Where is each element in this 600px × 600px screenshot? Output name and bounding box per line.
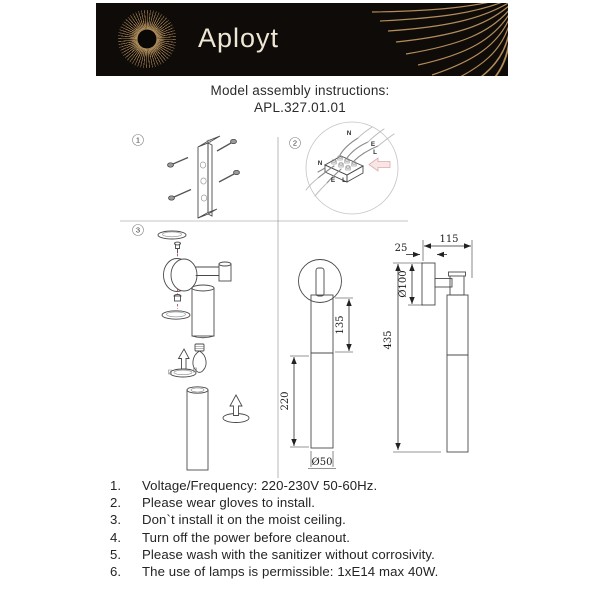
detail-bubble — [306, 122, 398, 214]
shade-upper-side — [447, 295, 468, 355]
instruction-number: 2. — [110, 495, 122, 511]
sphere-stem — [316, 268, 324, 296]
dim-135-label: 135 — [335, 315, 346, 335]
step-3-number: 3 — [135, 225, 141, 235]
bulb-insert-arrow-icon — [179, 349, 190, 369]
starburst-logo-icon — [118, 10, 176, 68]
rays-decoration-icon — [330, 3, 508, 76]
instruction-text: The use of lamps is permissible: 1xE14 max 40W. — [142, 564, 439, 580]
step-3-exploded-diagram — [133, 225, 250, 471]
instruction-item — [110, 494, 438, 511]
step-2-badge — [290, 138, 301, 149]
wall-plate-side — [422, 263, 435, 305]
instruction-text: Don`t install it on the moist ceiling. — [142, 512, 346, 528]
lock-ring — [162, 311, 190, 319]
step-2-wiring-diagram — [290, 122, 399, 214]
instruction-item — [110, 546, 438, 563]
title-block — [0, 83, 600, 116]
dim-115-label: 115 — [439, 234, 459, 245]
trim-ring — [169, 368, 197, 377]
step-1-badge — [133, 135, 144, 146]
instruction-number: 3. — [110, 512, 122, 528]
step-3-badge — [133, 225, 144, 236]
instruction-item — [110, 511, 438, 528]
dim-25-label: 25 — [394, 243, 408, 254]
instruction-number: 5. — [110, 546, 122, 562]
dim-435-label: 435 — [383, 330, 394, 350]
instruction-item — [110, 477, 438, 494]
shade-slide-arrow — [223, 395, 249, 423]
front-view-drawing — [280, 260, 353, 469]
wire-label-n-top: N — [346, 130, 352, 137]
top-ring — [158, 231, 186, 239]
instruction-number: 4. — [110, 529, 122, 545]
step-2-number: 2 — [292, 138, 298, 148]
dim-135 — [335, 298, 353, 352]
lamp-arm — [196, 262, 231, 281]
shade-lower-side — [447, 355, 468, 452]
wire-label-e-bottom: E — [330, 177, 336, 184]
insert-direction-arrow-icon — [369, 158, 390, 171]
brand-name: Aployt — [198, 23, 280, 53]
step-1-number: 1 — [135, 135, 141, 145]
assembly-diagram — [0, 118, 600, 478]
arm-side — [435, 279, 452, 288]
step-1-diagram — [133, 135, 240, 219]
instruction-number: 1. — [110, 478, 122, 493]
shade-on-arm — [192, 285, 214, 338]
instruction-text: Voltage/Frequency: 220-230V 50-60Hz. — [142, 478, 378, 493]
holder-cap — [449, 272, 466, 276]
divider-lines — [120, 137, 408, 478]
dim-220 — [280, 356, 309, 447]
dim-220-label: 220 — [280, 391, 291, 411]
wire-label-l-bottom: L — [342, 177, 346, 184]
instructions-list — [110, 477, 438, 580]
shade-upper-front — [311, 295, 333, 353]
instruction-item — [110, 563, 438, 580]
dim-d50 — [308, 451, 336, 469]
dim-d50-label: Ø50 — [311, 457, 333, 468]
instruction-item — [110, 529, 438, 546]
instruction-text: Please wear gloves to install. — [142, 495, 316, 511]
glass-shade-tube — [187, 387, 208, 470]
brand-banner — [96, 3, 508, 76]
dim-115 — [423, 234, 472, 278]
wire-label-l-top: L — [373, 149, 377, 156]
instruction-text: Turn off the power before cleanout. — [142, 529, 351, 545]
wall-plate — [164, 259, 198, 292]
wire-label-n-bottom: N — [317, 160, 323, 167]
model-number: APL.327.01.01 — [254, 99, 346, 115]
side-view-drawing — [383, 234, 472, 452]
instruction-number: 6. — [110, 564, 122, 580]
dim-d100-label: Ø100 — [398, 270, 409, 298]
shade-lower-front — [311, 353, 333, 448]
wire-label-e-top: E — [370, 141, 376, 148]
mounting-bracket — [198, 136, 220, 218]
page-title: Model assembly instructions: — [210, 83, 390, 98]
dim-d100 — [398, 264, 423, 305]
bottom-nut — [174, 289, 181, 309]
instruction-text: Please wash with the sanitizer without corrosivity. — [142, 546, 435, 562]
